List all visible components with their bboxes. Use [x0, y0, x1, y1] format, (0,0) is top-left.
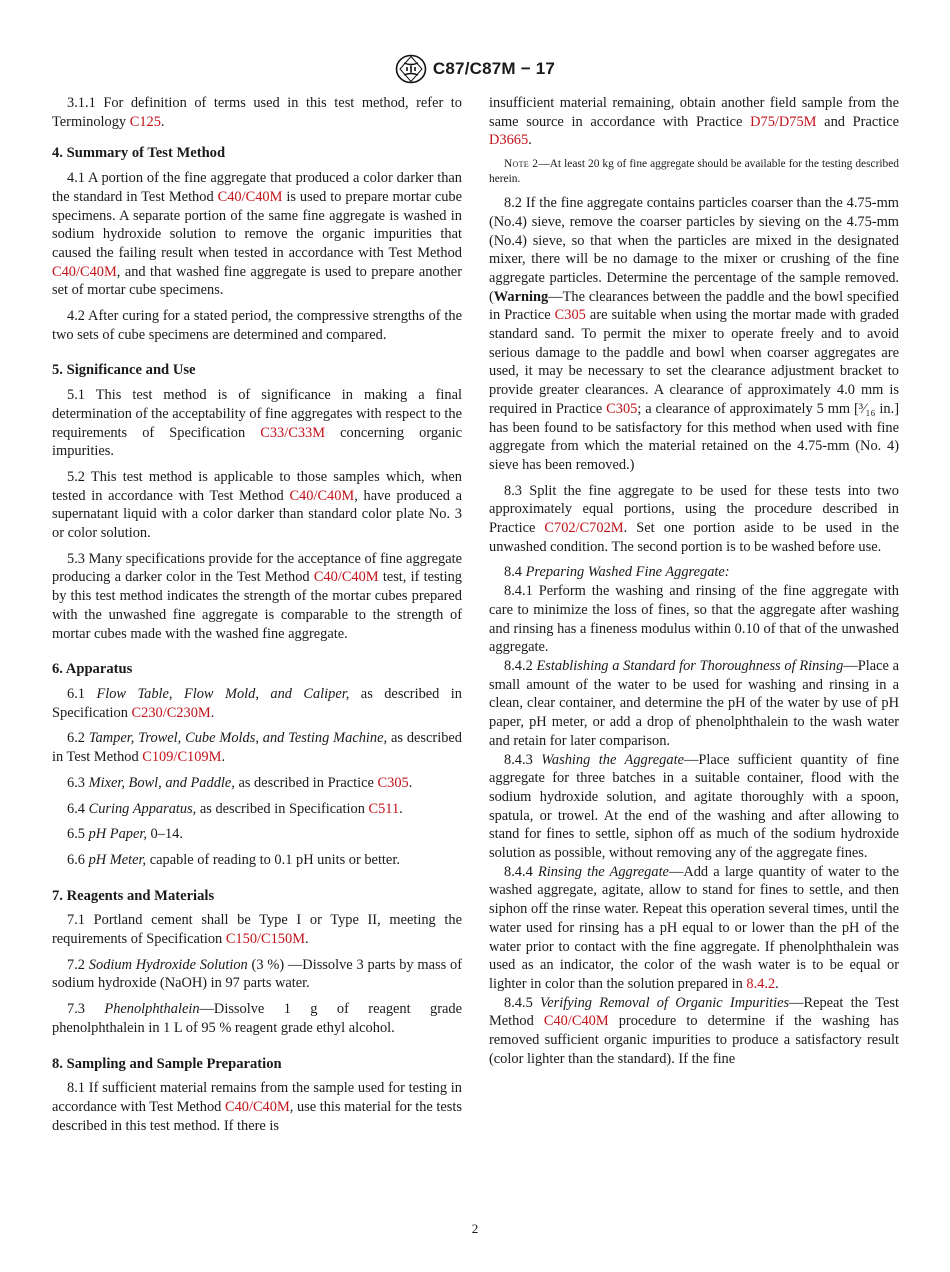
para-7-1: 7.1 Portland cement shall be Type I or Type II, meeting the requirements of Specification C150/C150M. — [52, 912, 462, 948]
para-8-4-1: 8.4.1 Perform the washing and rinsing of the fine aggregate with care to minimize the loss of fines, so that the aggregate after washing and rinsing has a fineness modulus within 0.10 of that of the unwashed aggregate. — [489, 583, 899, 656]
ref-link[interactable]: C40/C40M — [543, 1013, 609, 1030]
ref-link[interactable]: C40/C40M — [217, 188, 283, 205]
section-heading: 6. Apparatus — [52, 661, 133, 678]
para-6-6: 6.6 pH Meter, capable of reading to 0.1 pH units or better. — [67, 851, 400, 868]
ref-link[interactable]: C511 — [368, 800, 400, 817]
para-6-3: 6.3 Mixer, Bowl, and Paddle, as described in Practice C305. — [67, 774, 413, 791]
para-8-4-2: 8.4.2 Establishing a Standard for Thoroughness of Rinsing—Place a small amount of the water to be used for washing and rinsing in a clean, clear container, and determine the pH of the water by use of pH paper, pH meter, or add a drop of phenolphthalein to the wash water and retain for later comparison. — [489, 657, 899, 749]
ref-link[interactable]: C125 — [129, 113, 161, 130]
ref-link[interactable]: C109/C109M — [142, 749, 222, 766]
astm-logo-icon — [395, 54, 427, 84]
ref-link[interactable]: C230/C230M — [131, 704, 211, 721]
para-8-4-4: 8.4.4 Rinsing the Aggregate—Add a large quantity of water to the washed aggregate, agitate, allow to stand for fines to settle, and then siphon off the rinse water. Repeat this operation several times, until the water used for rinsing has a pH equal to or lower than the pH of the water prior to contact with the fine aggregate. If phenolphthalein was used as an indicator, the color of the wash water is to be equal or lighter in color than the solution prepared in 8.4.2. — [489, 863, 899, 992]
ref-link[interactable]: C40/C40M — [313, 569, 379, 586]
para-8-1: 8.1 If sufficient material remains from the sample used for testing in accordance with Test Method C40/C40M, use this material for the tests described in this test method. If there is — [52, 1080, 462, 1134]
para-7-2: 7.2 Sodium Hydroxide Solution (3 %) —Dissolve 3 parts by mass of sodium hydroxide (NaOH) in 97 parts water. — [52, 956, 462, 992]
para-3-1-1: 3.1.1 For definition of terms used in this test method, refer to Terminology C125. — [52, 95, 462, 130]
para-5-2: 5.2 This test method is applicable to those samples which, when tested in accordance with Test Method C40/C40M, have produced a supernatant liquid with a color darker than standard color plate No. 3 or color solution. — [52, 468, 462, 542]
para-8-3: 8.3 Split the fine aggregate to be used for these tests into two approximately equal portions, using the procedure described in Practice C702/C702M. Set one portion aside to be used in the unwashed condition. The second portion is to be washed before use. — [489, 482, 899, 555]
ref-link[interactable]: C305 — [377, 774, 409, 791]
para-8-4: 8.4 Preparing Washed Fine Aggregate: — [504, 564, 730, 581]
ref-link[interactable]: C40/C40M — [289, 487, 355, 504]
ref-link[interactable]: D3665 — [489, 132, 529, 149]
section-heading: 7. Reagents and Materials — [52, 887, 215, 904]
para-4-1: 4.1 A portion of the fine aggregate that produced a color darker than the standard in Test Method C40/C40M is used to prepare mortar cube specimens. A separate portion of the same fine aggregate is washed in sodium hydroxide solution to remove the organic impurities that caused the failing result when tested in accordance with Test Method C40/C40M, and that washed fine aggregate is used to prepare another set of mortar cube specimens. — [52, 170, 462, 299]
page-number: 2 — [471, 1221, 479, 1236]
section-heading: 4. Summary of Test Method — [52, 145, 226, 162]
ref-link[interactable]: 8.4.2 — [746, 975, 776, 992]
para-6-5: 6.5 pH Paper, 0–14. — [67, 826, 183, 843]
ref-link[interactable]: D75/D75M — [750, 113, 817, 130]
ref-link[interactable]: C150/C150M — [225, 931, 305, 948]
para-8-2: 8.2 If the fine aggregate contains particles coarser than the 4.75-mm (No.4) sieve, remove the coarser particles by sieving on the 4.75-mm (No.4) sieve, so that when the particles are mixed in the designated mixer, there will be no damage to the mixer or crushing of the fine aggregate particles. Determine the percentage of the sample removed. (Warning—The clearances between the paddle and the bowl specified in Practice C305 are suitable when using the mortar made with graded standard sand. To permit the mixer to operate freely and to avoid serious damage to the paddle and bowl when coarser aggregates are used, it may be necessary to set the clearance adjustment bracket to provide greater clearances. A clearance of approximately 4.0 mm is required in Practice C305; a clearance of approximately 5 mm [³⁄₁₆ in.] has been found to be satisfactory for this method when used with fine aggregate from which the material retained on the 4.75-mm (No. 4) sieve has been removed.) — [489, 195, 899, 473]
ref-link[interactable]: C40/C40M — [224, 1098, 290, 1115]
para-8-4-5: 8.4.5 Verifying Removal of Organic Impurities—Repeat the Test Method C40/C40M procedure to determine if the washing has removed sufficient organic impurities to produce a satisfactory result (color lighter than the standard). If the fine — [489, 994, 899, 1067]
section-heading: 5. Significance and Use — [52, 362, 196, 379]
ref-link[interactable]: C40/C40M — [52, 263, 117, 280]
note-2: Note 2—At least 20 kg of fine aggregate should be available for the testing described herein. — [489, 158, 900, 186]
para-6-2: 6.2 Tamper, Trowel, Cube Molds, and Testing Machine, as described in Test Method C109/C109M. — [52, 730, 462, 766]
ref-link[interactable]: C702/C702M — [544, 520, 624, 537]
para-6-1: 6.1 Flow Table, Flow Mold, and Caliper, as described in Specification C230/C230M. — [52, 685, 462, 721]
right-column — [489, 94, 899, 1068]
para-7-3: 7.3 Phenolphthalein—Dissolve 1 g of reagent grade phenolphthalein in 1 L of 95 % reagent grade ethyl alcohol. — [52, 1001, 462, 1036]
page-header — [0, 54, 950, 84]
para-6-4: 6.4 Curing Apparatus, as described in Specification C511. — [67, 800, 403, 817]
document-designation: C87/C87M − 17 — [432, 59, 556, 78]
para-5-1: 5.1 This test method is of significance in making a final determination of the acceptability of fine aggregates with respect to the requirements of Specification C33/C33M concerning organic impurities. — [52, 387, 463, 460]
ref-link[interactable]: C33/C33M — [260, 424, 326, 441]
ref-link[interactable]: C305 — [606, 400, 638, 417]
left-column — [52, 94, 462, 1135]
para-8-4-3: 8.4.3 Washing the Aggregate—Place sufficient quantity of fine aggregate for three batches in a suitable container, flood with the sodium hydroxide solution, and agitate thoroughly with a spoon, spatula, or trowel. At the end of the washing and after allowing to stand for fines to settle, siphon off as much of the sodium hydroxide solution as possible, without removing any of the aggregate fines. — [489, 751, 899, 862]
ref-link[interactable]: C305 — [554, 307, 586, 324]
para-8-1-continued: insufficient material remaining, obtain another field sample from the same source in accordance with Practice D75/D75M and Practice D3665. — [489, 95, 899, 149]
section-heading: 8. Sampling and Sample Preparation — [52, 1055, 282, 1072]
para-5-3: 5.3 Many specifications provide for the acceptance of fine aggregate producing a darker color in the Test Method C40/C40M test, if testing by this test method indicates the strength of the mortar cubes prepared with the unwashed fine aggregate is comparable to the strength of mortar cubes made with the washed fine aggregate. — [52, 550, 462, 642]
para-4-2: 4.2 After curing for a stated period, the compressive strengths of the two sets of cube specimens are determined and compared. — [52, 308, 462, 343]
